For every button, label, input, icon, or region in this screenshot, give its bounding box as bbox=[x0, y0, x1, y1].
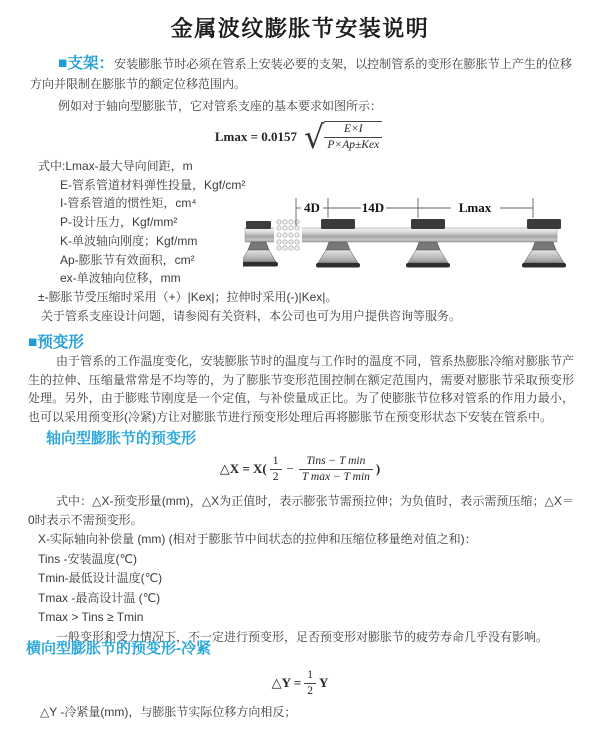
variable-line: X-实际轴向补偿量 (mm) (相对于膨胀节中间状态的拉伸和压缩位移量绝对值之和)： bbox=[38, 532, 477, 546]
formula-lmax-lhs: Lmax = 0.0157 bbox=[214, 128, 298, 144]
fraction-numerator: Tins − T min bbox=[306, 455, 366, 467]
minus-operator: − bbox=[286, 461, 294, 477]
radical-sign-icon: √ bbox=[304, 117, 325, 156]
formula-lmax bbox=[0, 117, 600, 156]
guide-support bbox=[522, 219, 566, 268]
guide-support bbox=[316, 219, 360, 268]
variable-line: P-设计压力，Kgf/mm² bbox=[60, 215, 178, 230]
variable-line: K-单波轴向刚度；Kgf/mm bbox=[60, 233, 198, 248]
fraction-denominator: 2 bbox=[270, 469, 282, 485]
formula-dx-lhs: △X = X( bbox=[219, 461, 267, 477]
plus-minus-note: ±-膨胀节受压缩时采用（+）|Kex|；拉伸时采用(-)|Kex|。 bbox=[38, 289, 338, 304]
delta-y-note: △Y -冷紧量(mm)，与膨胀节实际位移方向相反； bbox=[40, 705, 297, 719]
formula-dy-rhs: Y bbox=[318, 675, 329, 691]
fraction-temperature bbox=[299, 454, 373, 485]
page-title: 金属波纹膨胀节安装说明 bbox=[170, 16, 430, 41]
dimension-label-lmax: Lmax bbox=[458, 200, 492, 215]
fraction-denominator: T max − T min bbox=[299, 469, 373, 485]
subsection-heading-axial: 轴向型膨胀节的预变形 bbox=[46, 430, 197, 447]
bellows-icon bbox=[274, 220, 302, 250]
axial-note-line: 一般变形和受力情况下，不一定进行预变形，足否预变形对膨胀节的疲劳寿命几乎没有影响。 bbox=[56, 629, 549, 644]
support-intro-paragraph bbox=[30, 54, 572, 94]
formula-delta-y bbox=[0, 668, 600, 699]
support-intro-text: 安装膨胀节时必须在管系上安装必要的支架，以控制管系的变形在膨胀节上产生的位移方向并限制在膨胀节的额定位移范围内。 bbox=[30, 57, 572, 91]
predeform-paragraph: 由于管系的工作温度变化，安装膨胀节时的温度与工作时的温度不同，管系热膨胀冷缩对膨胀节产生的拉伸、压缩量常常是不均等的，为了膨胀节变形范围控制在额定范围内，需要对膨胀节采取预变形处理。另外，由于膨账节刚度是一个定值，与补偿量成正比。为了使膨胀节位移对管系的作用力最小，也可以采用预变形(冷紧)方让对膨胀节进行预变形处理后再将膨胀节在预变形状态下安装在管系中。 bbox=[28, 354, 574, 425]
fraction-denominator: P×Ap±Kex bbox=[324, 137, 382, 153]
section-heading-support: ■支架： bbox=[58, 55, 115, 72]
variable-line: 式中:Lmax-最大导向间距，m bbox=[38, 159, 193, 173]
fraction-numerator: 1 bbox=[307, 669, 313, 681]
variable-line: Ap-膨胀节有效面积，cm² bbox=[60, 252, 195, 267]
guide-support bbox=[406, 219, 450, 268]
consulting-note: 关于管系支座设计问题，请参阅有关资料，本公司也可为用户提供咨询等服务。 bbox=[41, 308, 462, 323]
sqrt-fraction bbox=[324, 121, 382, 153]
variable-line: Tmin-最低设计温度(℃) bbox=[38, 571, 163, 586]
variable-line: Tins -安装温度(℃) bbox=[38, 551, 138, 566]
axial-variable-list bbox=[38, 530, 590, 648]
formula-dy-lhs: △Y = bbox=[271, 675, 302, 691]
subsection-heading-transverse: 横向型膨胀节的预变形-冷紧 bbox=[26, 640, 211, 657]
variable-line: E-管系管道材料弹性投量，Kgf/cm² bbox=[60, 177, 246, 192]
fraction-one-half bbox=[304, 668, 316, 699]
fraction-denominator: 2 bbox=[304, 683, 316, 699]
formula-dx-close: ) bbox=[375, 461, 381, 477]
variable-line: ex-单波轴向位移，mm bbox=[60, 271, 181, 286]
variable-line: I-管系管道的惯性矩，cm⁴ bbox=[60, 196, 197, 211]
dimension-label-14d: 14D bbox=[361, 200, 385, 215]
section-heading-predeform: ■预变形 bbox=[28, 334, 84, 351]
variable-line: Tmax > Tins ≥ Tmin bbox=[38, 610, 144, 625]
dimension-label-4d: 4D bbox=[304, 200, 320, 215]
fraction-numerator: 1 bbox=[272, 455, 279, 467]
axial-explanation: 式中：△X-预变形量(mm)，△X为正值时，表示膨张节需预拉伸；为负值时，表示需预压缩；△X＝0时表示不需预变形。 bbox=[28, 494, 574, 527]
support-example-line: 例如对于轴向型膨胀节，它对管系支座的基本要求如图所示： bbox=[58, 99, 383, 113]
fraction-one-half bbox=[270, 454, 282, 485]
sqrt-expression bbox=[304, 117, 385, 156]
variable-line: Tmax -最高设计温 (℃) bbox=[38, 590, 161, 605]
fraction-numerator: E×I bbox=[343, 123, 363, 135]
pipe-support-diagram bbox=[243, 192, 593, 292]
formula-delta-x bbox=[0, 454, 600, 485]
